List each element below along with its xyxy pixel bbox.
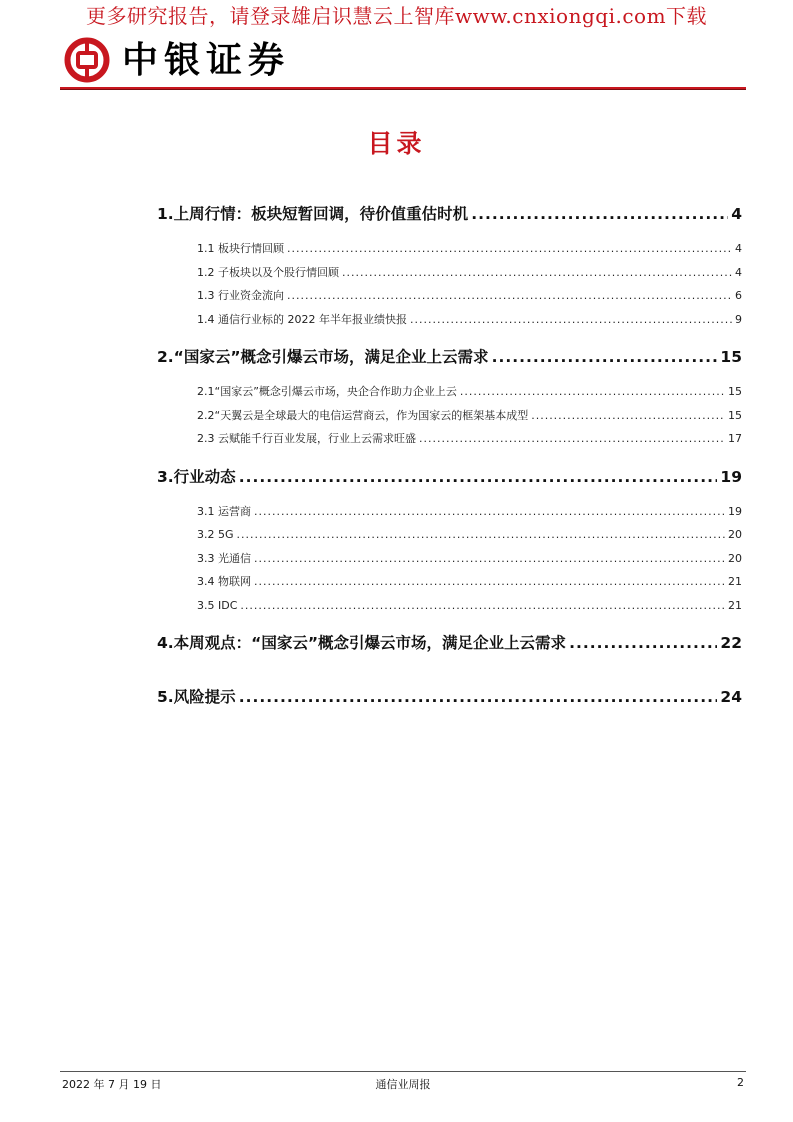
dot-leader: [287, 284, 732, 308]
toc-item-3-3[interactable]: [157, 547, 742, 571]
toc-item-label: 3.1 运营商: [197, 504, 251, 518]
report-date: 2022 年 7 月 19 日: [62, 1078, 162, 1091]
dot-leader: [254, 547, 725, 571]
toc-page-number: 15: [728, 408, 742, 422]
toc-title: 目录: [367, 129, 426, 158]
dot-leader: [239, 463, 718, 491]
toc-item-1-1[interactable]: [157, 237, 742, 261]
toc-section-label: 3.行业动态: [157, 467, 236, 486]
toc-item-3-1[interactable]: [157, 500, 742, 524]
header-divider-shadow: [60, 89, 746, 90]
dot-leader: [254, 570, 725, 594]
toc-item-label: 2.2“天翼云是全球最大的电信运营商云，作为国家云的框架基本成型: [197, 408, 529, 422]
download-watermark: 更多研究报告，请登录雄启识慧云上智库www.cnxiongqi.com下载: [85, 4, 708, 28]
toc-section-3[interactable]: [157, 463, 742, 491]
toc-page-number: 22: [720, 634, 742, 652]
toc-section-2[interactable]: [157, 343, 742, 371]
page-number: 2: [737, 1076, 744, 1089]
toc-page-number: 15: [728, 385, 742, 398]
dot-leader: [237, 523, 725, 547]
toc-item-label: 1.2 子板块以及个股行情回顾: [197, 265, 339, 279]
bank-of-china-logo-icon: [64, 37, 110, 83]
toc-item-label: 3.5 IDC: [197, 598, 238, 612]
toc-section-label: 1.上周行情：板块短暂回调，待价值重估时机: [157, 205, 469, 223]
toc-item-3-4[interactable]: [157, 570, 742, 594]
footer-divider: [60, 1071, 746, 1072]
dot-leader: [410, 308, 732, 332]
toc-item-1-3[interactable]: [157, 284, 742, 308]
toc-item-label: 1.4 通信行业标的 2022 年半年报业绩快报: [197, 312, 407, 326]
toc-page-number: 6: [735, 289, 742, 302]
toc-page-number: 20: [728, 551, 742, 565]
report-type: 通信业周报: [375, 1078, 431, 1091]
dot-leader: [531, 404, 725, 428]
toc-item-label: 1.3 行业资金流向: [197, 289, 284, 302]
toc-item-label: 1.1 板块行情回顾: [197, 242, 284, 255]
toc-item-2-1[interactable]: [157, 380, 742, 404]
toc-section-label: 2.“国家云”概念引爆云市场，满足企业上云需求: [157, 348, 489, 366]
toc-page-number: 21: [728, 598, 742, 612]
toc-item-label: 3.4 物联网: [197, 575, 251, 588]
toc-section-label: 5.风险提示: [157, 688, 236, 706]
toc-page-number: 9: [735, 312, 742, 326]
toc-page-number: 17: [728, 432, 742, 445]
table-of-contents: [157, 200, 742, 711]
toc-section-5[interactable]: [157, 683, 742, 711]
toc-item-1-4[interactable]: [157, 308, 742, 332]
toc-page-number: 15: [720, 348, 742, 366]
toc-item-3-5[interactable]: [157, 594, 742, 618]
dot-leader: [569, 629, 717, 657]
toc-item-3-2[interactable]: [157, 523, 742, 547]
toc-page-number: 4: [735, 242, 742, 255]
toc-page-number: 19: [728, 504, 742, 518]
dot-leader: [342, 261, 732, 285]
toc-page-number: 24: [720, 688, 742, 706]
dot-leader: [239, 683, 718, 711]
dot-leader: [254, 500, 725, 524]
toc-page-number: 19: [720, 467, 742, 486]
dot-leader: [287, 237, 732, 261]
toc-section-1[interactable]: [157, 200, 742, 228]
brand-logo: [64, 37, 290, 83]
dot-leader: [492, 343, 718, 371]
toc-item-2-2[interactable]: [157, 404, 742, 428]
toc-item-label: 3.3 光通信: [197, 551, 251, 565]
brand-name: 中银证券: [122, 39, 291, 81]
toc-item-label: 2.3 云赋能千行百业发展，行业上云需求旺盛: [197, 432, 416, 445]
toc-item-2-3[interactable]: [157, 427, 742, 451]
toc-item-1-2[interactable]: [157, 261, 742, 285]
toc-item-label: 3.2 5G: [197, 528, 234, 541]
page-footer: [62, 1076, 744, 1094]
dot-leader: [460, 380, 725, 404]
toc-section-4[interactable]: [157, 629, 742, 657]
toc-page-number: 21: [728, 575, 742, 588]
dot-leader: [419, 427, 725, 451]
toc-page-number: 4: [731, 205, 742, 223]
dot-leader: [240, 594, 725, 618]
toc-page-number: 4: [735, 265, 742, 279]
toc-section-label: 4.本周观点：“国家云”概念引爆云市场，满足企业上云需求: [157, 634, 567, 652]
toc-page-number: 20: [728, 528, 742, 541]
dot-leader: [471, 200, 728, 228]
toc-item-label: 2.1“国家云”概念引爆云市场，央企合作助力企业上云: [197, 385, 457, 398]
